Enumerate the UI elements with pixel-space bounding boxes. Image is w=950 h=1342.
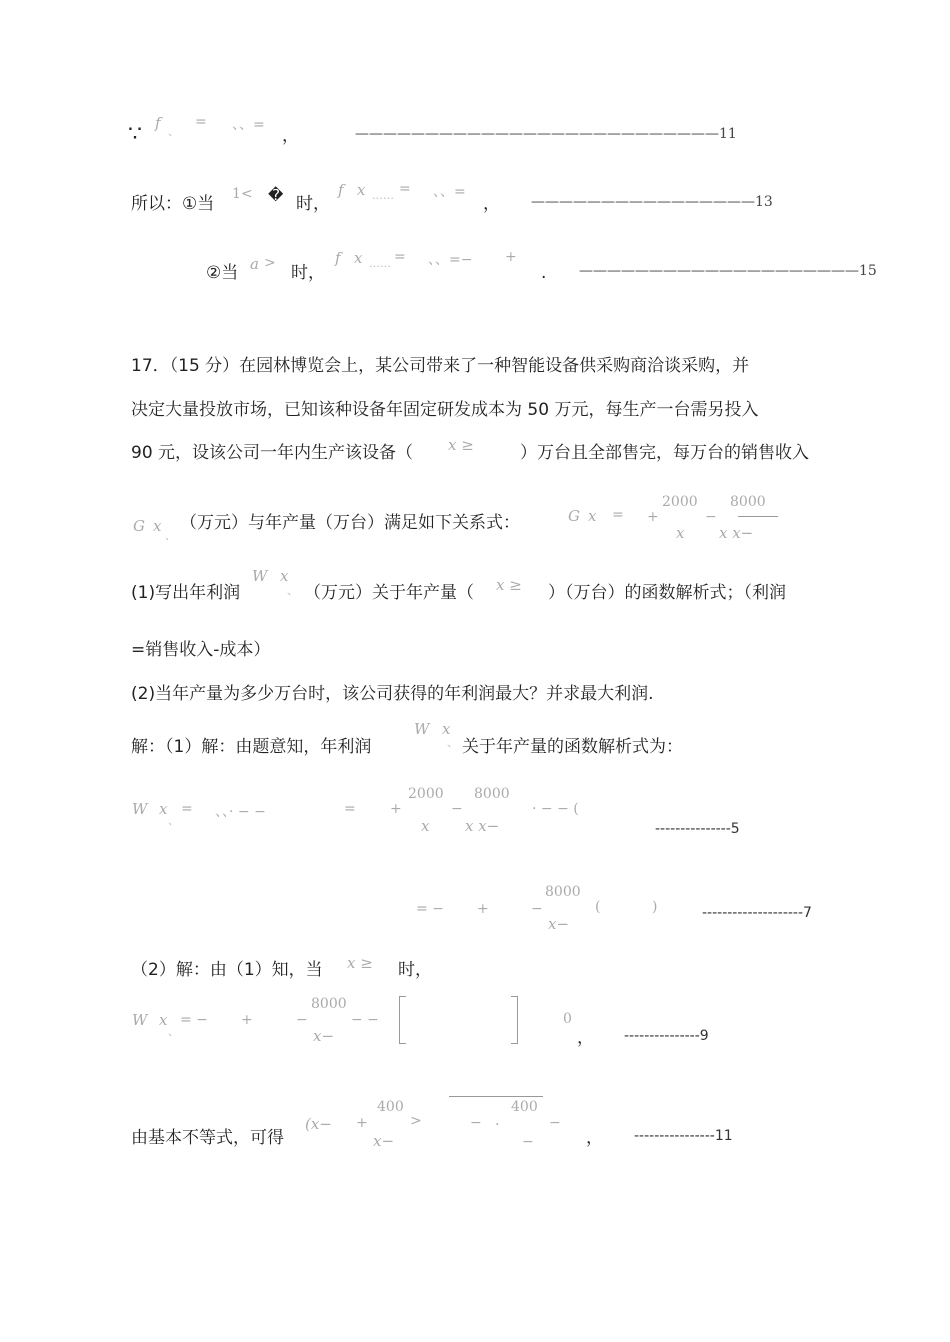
f-symbol: f [338,181,344,199]
ge-sign: > [410,1113,422,1129]
question-1d: =销售收入-成本） [131,640,271,660]
solution-intro-a: 解：（1）解：由题意知，年利润 [131,737,372,757]
eq-sign: = [195,114,207,130]
minus-sign: − [705,509,717,525]
score-marker-11b: ----------------11 [634,1128,733,1144]
eq-sign: = [612,507,624,523]
inequality-text: 由基本不等式，可得 [131,1128,284,1148]
W-symbol: W [414,720,430,738]
fraction-den: x [421,817,430,835]
text-suoyi: 所以：①当 [131,194,215,214]
fraction-den: x− [313,1027,335,1045]
a-symbol: a [250,255,259,273]
eq-lead: = − [416,901,444,917]
period: . [541,263,547,283]
comma: ， [483,194,500,214]
fraction-num: 400 [377,1099,404,1115]
minus-sign: − [451,801,463,817]
score-marker-5: ---------------5 [655,821,740,837]
question-2: (2)当年产量为多少万台时，该公司获得的年利润最大？并求最大利润. [131,684,654,704]
x-symbol: x [354,249,363,267]
math-x-ge: x ≥ [347,954,373,972]
G-symbol: G [133,517,145,535]
minus-sign: − [549,1115,561,1131]
question-1c: ）（万台）的函数解析式；（利润 [548,583,786,603]
sub-mark: 、 [287,584,298,597]
math-x-ge: x ≥ [448,436,474,454]
eq-sign: = [181,801,193,817]
fraction-den: x [676,524,685,542]
dot: · [495,1117,500,1133]
replacement-glyph: � [268,186,284,204]
W-symbol: W [132,1011,148,1029]
sub-mark: 、 [447,736,458,749]
math-mid: 、、· − − [215,804,266,820]
problem-line-1: 17．（15 分）在园林博览会上，某公司带来了一种智能设备供采购商洽谈采购，并 [131,356,750,376]
minus-minus: − − [351,1012,379,1028]
math-x-ge: x ≥ [496,576,522,594]
fraction-den: x− [373,1132,395,1150]
f-symbol: f [335,249,341,267]
fraction-num: 8000 [545,884,581,900]
sub-mark: 、 [168,814,179,827]
question-1b: （万元）关于年产量（ [304,583,474,603]
fraction-num: 8000 [311,996,347,1012]
minus-sign: − [296,1012,308,1028]
solution-intro-b: 关于年产量的函数解析式为： [462,737,683,757]
fraction-den: x x− [465,817,500,835]
score-marker-15: ————————————————————15 [579,263,877,279]
plus-sign: + [390,801,402,817]
math-rest: 、、=− [428,252,473,268]
x-symbol: x [159,800,168,818]
problem-line-4: （万元）与年产量（万台）满足如下关系式： [180,513,520,533]
ineq-open: (x− [305,1115,332,1133]
fraction-bar [738,516,778,517]
score-marker-11: ——————————————————————————11 [355,126,737,142]
bracket-right [511,996,518,1044]
eq-sign: = − [180,1012,208,1028]
dots: …… [372,189,394,202]
fraction-den: x x− [719,524,754,542]
x-symbol: x [280,567,289,585]
plus-sign: + [505,249,517,265]
x-symbol: x [153,517,162,535]
fraction-num: 8000 [730,494,766,510]
tail-zero: 0 [563,1011,572,1027]
x-symbol: x [159,1011,168,1029]
score-marker-13: ————————————————13 [531,194,773,210]
eq-sign: = [344,801,356,817]
comma: ， [282,126,299,146]
plus-sign: + [356,1115,368,1131]
bracket-left [399,996,406,1044]
because-symbol: ∵ [128,122,142,147]
fraction-den: x− [548,915,570,933]
G-symbol: G [568,507,580,525]
plus-sign: + [241,1012,253,1028]
minus-sign: − [531,901,543,917]
fraction-num: 400 [511,1099,538,1115]
question-1a: (1)写出年利润 [131,583,241,603]
fraction-num: 8000 [474,786,510,802]
text-shi: 时， [291,263,325,283]
f-sub: 、 [168,125,179,138]
comma: ， [586,1128,603,1148]
problem-line-2: 决定大量投放市场，已知该种设备年固定研发成本为 50 万元，每生产一台需另投入 [131,400,759,420]
plus-sign: + [647,509,659,525]
math-tail: · − − ( [532,801,579,817]
paren-close: ) [652,899,658,915]
sqrt-bar [449,1096,543,1097]
part2-a: （2）解：由（1）知，当 [131,960,323,980]
x-symbol: x [588,507,597,525]
problem-line-3b: ）万台且全部售完，每万台的销售收入 [520,443,809,463]
problem-line-3a: 90 元，设该公司一年内生产该设备（ [131,443,414,463]
comma: ， [577,1028,594,1048]
eq-sign: = [394,249,406,265]
paren-open: ( [595,899,601,915]
cond-one: 1 [232,186,241,202]
W-symbol: W [252,567,268,585]
f-symbol: f [155,114,161,132]
gt-sign: > [264,255,276,271]
minus-sign: − [470,1115,482,1131]
plus-sign: + [477,901,489,917]
text-shi: 时， [296,194,330,214]
text-dang-2: ②当 [206,263,239,283]
eq-sign: = [399,181,411,197]
x-symbol: x [357,181,366,199]
fraction-num: 2000 [662,494,698,510]
math-rest: 、、= [433,184,466,200]
dots: …… [369,257,391,270]
x-symbol: x [442,720,451,738]
W-symbol: W [132,800,148,818]
minus-under: − [522,1134,534,1150]
part2-b: 时， [398,960,432,980]
cond-lt: < [241,186,253,202]
score-marker-7: --------------------7 [702,905,812,921]
fraction-num: 2000 [408,786,444,802]
score-marker-9: ---------------9 [624,1028,709,1044]
sub-mark: 、 [168,1025,179,1038]
sub-mark: 、 [165,529,176,542]
math-rest: 、、= [232,117,265,133]
